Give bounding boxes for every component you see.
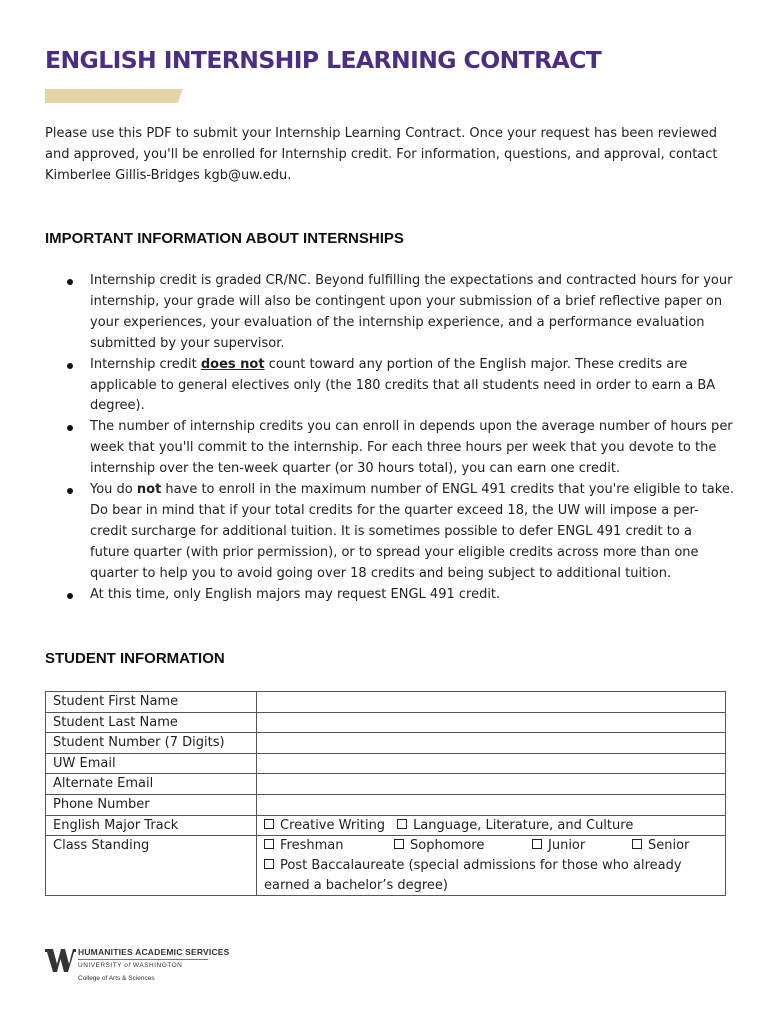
title-accent-bar <box>45 89 183 103</box>
phone-label: Phone Number <box>46 794 257 815</box>
standing-freshman-checkbox[interactable]: Freshman <box>264 836 343 856</box>
bullet-icon <box>67 425 73 431</box>
track-creative-writing-checkbox[interactable]: Creative Writing <box>264 816 385 836</box>
table-row <box>46 836 726 896</box>
first-name-label: Student First Name <box>46 692 257 713</box>
important-heading: IMPORTANT INFORMATION ABOUT INTERNSHIPS <box>45 230 404 247</box>
footer-university: UNIVERSITY of WASHINGTON <box>78 962 183 969</box>
footer-divider <box>78 959 208 960</box>
table-row <box>46 692 726 713</box>
list-item: Internship credit does not count toward any portion of the English major. These credits are applicable to general electives only (the 180 credits that all students need in order to earn a BA degree). <box>45 355 735 418</box>
document-title: ENGLISH INTERNSHIP LEARNING CONTRACT <box>45 46 602 74</box>
alt-email-field[interactable] <box>257 774 726 795</box>
student-info-table <box>45 691 726 896</box>
standing-post-bacc-checkbox[interactable]: Post Baccalaureate (special admissions for those who already earned a bachelor’s degree) <box>264 858 682 893</box>
checkbox-icon <box>532 839 542 849</box>
bullet-icon <box>67 279 73 285</box>
student-number-field[interactable] <box>257 733 726 754</box>
last-name-label: Student Last Name <box>46 712 257 733</box>
student-number-label: Student Number (7 Digits) <box>46 733 257 754</box>
uw-email-label: UW Email <box>46 753 257 774</box>
checkbox-icon <box>264 819 274 829</box>
bullet-icon <box>67 488 73 494</box>
uw-email-field[interactable] <box>257 753 726 774</box>
checkbox-icon <box>264 859 274 869</box>
table-row <box>46 774 726 795</box>
major-track-label: English Major Track <box>46 815 257 836</box>
checkbox-icon <box>264 839 274 849</box>
bullet-icon <box>67 593 73 599</box>
list-item: The number of internship credits you can enroll in depends upon the average number of hours per week that you'll commit to the internship. For each three hours per week that you devote to the internship over the ten-week quarter (or 30 hours total), you can earn one credit. <box>45 417 735 480</box>
footer-college: College of Arts & Sciences <box>78 975 155 982</box>
footer-dept-name: HUMANITIES ACADEMIC SERVICES <box>78 947 230 957</box>
important-list <box>45 271 735 606</box>
checkbox-icon <box>397 819 407 829</box>
checkbox-icon <box>394 839 404 849</box>
standing-sophomore-checkbox[interactable]: Sophomore <box>394 836 484 856</box>
phone-field[interactable] <box>257 794 726 815</box>
list-item: At this time, only English majors may request ENGL 491 credit. <box>45 585 735 606</box>
track-language-literature-checkbox[interactable]: Language, Literature, and Culture <box>397 816 633 836</box>
table-row <box>46 712 726 733</box>
list-item: Internship credit is graded CR/NC. Beyond fulfilling the expectations and contracted hours for your internship, your grade will also be contingent upon your submission of a brief reflective paper on your experiences, your evaluation of the internship experience, and a performance evaluation submitted by your supervisor. <box>45 271 735 355</box>
bullet-icon <box>67 363 73 369</box>
checkbox-icon <box>632 839 642 849</box>
student-info-heading: STUDENT INFORMATION <box>45 650 225 667</box>
major-track-options <box>257 815 726 836</box>
standing-junior-checkbox[interactable]: Junior <box>532 836 585 856</box>
list-item: You do not have to enroll in the maximum number of ENGL 491 credits that you're eligible to take. Do bear in mind that if your total credits for the quarter exceed 18, the UW will impose a per-credit surcharge for additional tuition. It is sometimes possible to defer ENGL 491 credit to a future quarter (with prior permission), or to spread your eligible credits across more than one quarter to help you to avoid going over 18 credits and being subject to additional tuition. <box>45 480 735 585</box>
class-standing-label: Class Standing <box>46 836 257 896</box>
footer-wordmark <box>78 947 230 982</box>
table-row <box>46 794 726 815</box>
table-row <box>46 815 726 836</box>
first-name-field[interactable] <box>257 692 726 713</box>
standing-senior-checkbox[interactable]: Senior <box>632 836 689 856</box>
intro-paragraph: Please use this PDF to submit your Internship Learning Contract. Once your request has been reviewed and approved, you'll be enrolled for Internship credit. For information, questions, and approval, contact Kimberlee Gillis-Bridges kgb@uw.edu. <box>45 126 718 183</box>
class-standing-options <box>257 836 726 896</box>
table-row <box>46 753 726 774</box>
table-row <box>46 733 726 754</box>
last-name-field[interactable] <box>257 712 726 733</box>
alt-email-label: Alternate Email <box>46 774 257 795</box>
